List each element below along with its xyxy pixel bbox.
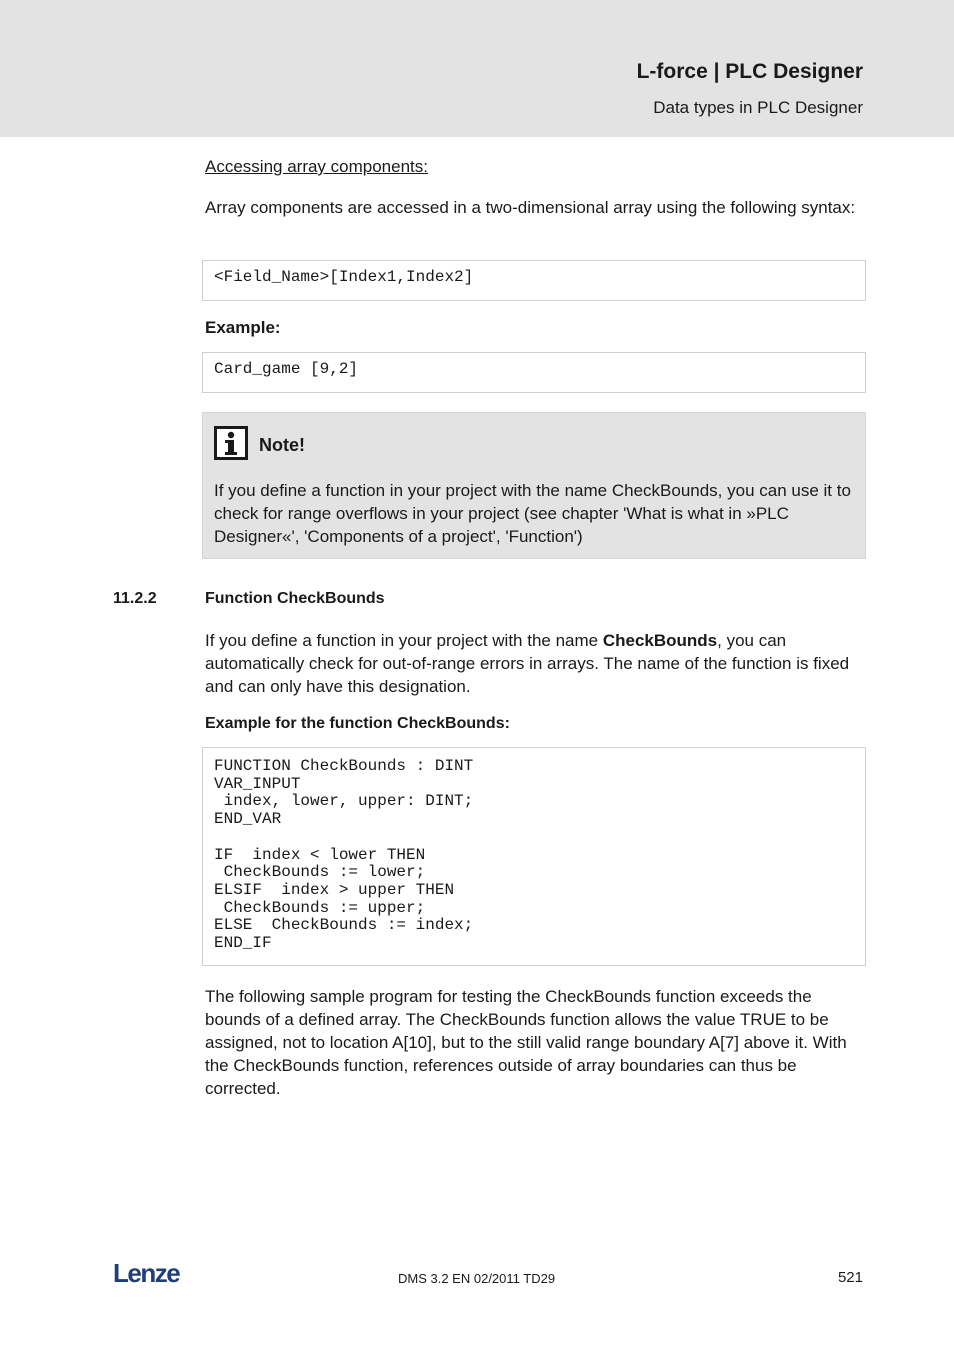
info-icon [214, 426, 248, 460]
accessing-paragraph: Array components are accessed in a two-dimensional array using the following syntax: [205, 198, 856, 217]
manual-title: L-force | PLC Designer [636, 60, 863, 83]
page-number: 521 [837, 1269, 863, 1286]
example-label: Example: [205, 318, 281, 337]
closing-paragraph: The following sample program for testing the CheckBounds function exceeds the bounds of a defined array. The CheckBounds function allows the value TRUE to be assigned, not to location A[10], but to the still valid range boundary A[7] above it. With the CheckBounds function, references outside of array boundaries can thus be corrected. [205, 987, 847, 1098]
intro-text-start: If you define a function in your project with the name [205, 631, 603, 650]
page-header [0, 0, 954, 137]
example-code-box: Card_game [9,2] [202, 352, 866, 393]
accessing-heading[interactable]: Accessing array components: [205, 157, 428, 176]
intro-text-end: , you can automatically check for out-of-range errors in arrays. The name of the function is fixed and can only have this designation. [205, 631, 850, 696]
chapter-title: Data types in PLC Designer [653, 98, 863, 117]
note-box [202, 412, 866, 559]
checkbounds-code-box: FUNCTION CheckBounds : DINT VAR_INPUT index, lower, upper: DINT; END_VAR IF index < lower THEN CheckBounds := lower; ELSIF index > upper THEN CheckBounds := upper; ELSE CheckBounds := index; END_IF [202, 747, 866, 966]
section-intro [205, 629, 867, 698]
lenze-logo [113, 1260, 191, 1286]
example-function-heading: Example for the function CheckBounds: [205, 715, 510, 732]
document-id: DMS 3.2 EN 02/2011 TD29 [398, 1271, 556, 1286]
svg-text:Lenze: Lenze [113, 1260, 180, 1286]
intro-function-name: CheckBounds [602, 631, 718, 650]
syntax-code-box: <Field_Name>[Index1,Index2] [202, 260, 866, 301]
note-body: If you define a function in your project with the name CheckBounds, you can use it to check for range overflows in your project (see chapter 'What is what in »PLC Designer«', 'Components of a project', 'Function') [214, 481, 851, 546]
section-title: Function CheckBounds [205, 590, 385, 607]
note-title: Note! [259, 435, 305, 455]
section-number: 11.2.2 [113, 590, 157, 607]
